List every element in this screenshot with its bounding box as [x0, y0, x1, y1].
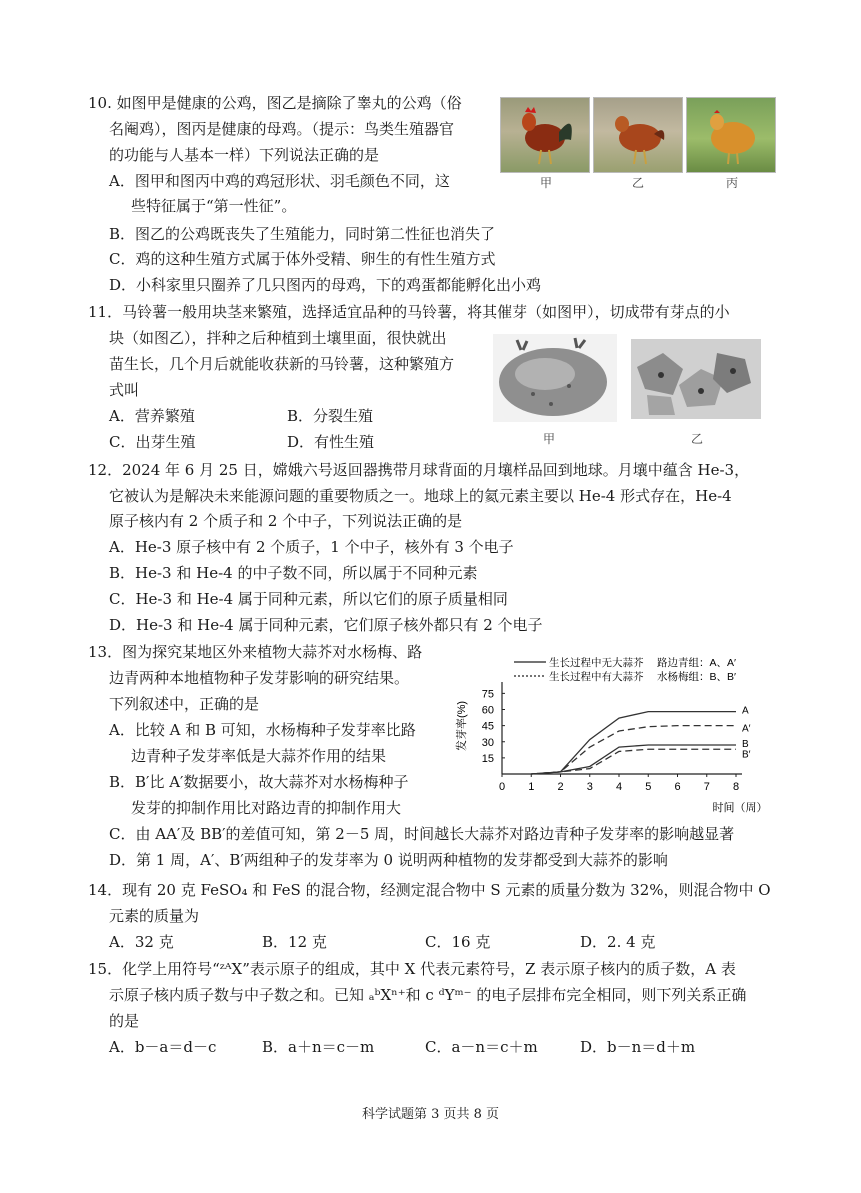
- x-tick-label: 8: [732, 781, 740, 793]
- capon-photo: [593, 97, 683, 173]
- y-tick-label: 45: [481, 720, 494, 733]
- y-tick-label: 30: [481, 736, 494, 749]
- sprouting-potato-photo: [493, 334, 617, 422]
- series-label: B: [742, 738, 749, 750]
- q10-option-a-line1: A．图甲和图丙中鸡的鸡冠形状、羽毛颜色不同，这: [109, 172, 450, 190]
- q13-option-b-line2: 发芽的抑制作用比对路边青的抑制作用大: [131, 799, 402, 817]
- q12-option-b: B．He-3 和 He-4 的中子数不同，所以属于不同种元素: [109, 564, 478, 582]
- q13-stem-line1: 13．图为探究某地区外来植物大蒜芥对水杨梅、路: [88, 643, 423, 661]
- x-tick-label: 4: [615, 781, 623, 793]
- q13-stem-line2: 边青两种本地植物种子发芽影响的研究结果。: [109, 669, 410, 687]
- q14-stem-line2: 元素的质量为: [109, 907, 200, 925]
- q10-caption-bing: 丙: [726, 176, 739, 190]
- x-tick-label: 2: [557, 781, 564, 793]
- q11-stem-line3: 苗生长，几个月后就能收获新的马铃薯，这种繁殖方: [109, 355, 455, 373]
- legend-group-b: 水杨梅组：B、B′: [657, 671, 736, 683]
- q11-option-c: C．出芽生殖: [109, 433, 196, 451]
- q12-option-c: C．He-3 和 He-4 属于同种元素，所以它们的原子质量相同: [109, 590, 508, 608]
- q14-stem-line1: 14．现有 20 克 FeSO₄ 和 FeS 的混合物，经测定混合物中 S 元素的质量分数为 32%，则混合物中 O: [88, 881, 771, 899]
- x-axis-label: 时间（周）: [712, 802, 768, 814]
- rooster-photo: [500, 97, 590, 173]
- q13-option-b-line1: B．B′比 A′数据要小，故大蒜芥对水杨梅种子: [109, 773, 409, 791]
- x-tick-label: 5: [645, 781, 652, 793]
- x-tick-label: 1: [528, 781, 535, 793]
- q10-option-c: C．鸡的这种生殖方式属于体外受精、卵生的有性生殖方式: [109, 250, 496, 268]
- q12-stem-line2: 它被认为是解决未来能源问题的重要物质之一。地球上的氦元素主要以 He-4 形式存在，He-4: [109, 487, 732, 505]
- q11-option-d: D．有性生殖: [287, 433, 375, 451]
- q15-option-d: D．b－n＝d＋m: [580, 1038, 696, 1056]
- q11-stem-line1: 11．马铃薯一般用块茎来繁殖，选择适宜品种的马铃薯，将其催芽（如图甲），切成带有芽点的小: [88, 303, 730, 321]
- q11-option-a: A．营养繁殖: [109, 407, 195, 425]
- q10-stem-line3: 的功能与人基本一样）下列说法正确的是: [109, 146, 380, 164]
- x-tick-label: 6: [674, 781, 681, 793]
- series-label: A′: [742, 723, 751, 735]
- q13-option-d: D．第 1 周，A′、B′两组种子的发芽率为 0 说明两种植物的发芽都受到大蒜芥的影响: [109, 851, 668, 869]
- q15-stem-line1: 15．化学上用符号“ᶻᴬX”表示原子的组成，其中 X 代表元素符号，Z 表示原子核内的质子数，A 表: [88, 960, 736, 978]
- series-line-a: [531, 712, 736, 774]
- q10-caption-jia: 甲: [540, 176, 553, 190]
- x-tick-label: 0: [498, 781, 506, 793]
- x-tick-label: 3: [586, 781, 593, 793]
- q10-caption-yi: 乙: [632, 176, 645, 190]
- q11-stem-line4: 式叫: [109, 381, 140, 399]
- q14-option-b: B．12 克: [262, 933, 327, 951]
- legend-no-garlic-mustard: 生长过程中无大蒜芥: [549, 657, 644, 669]
- legend-with-garlic-mustard: 生长过程中有大蒜芥: [549, 671, 644, 683]
- q14-option-d: D．2. 4 克: [580, 933, 656, 951]
- series-label: A: [742, 705, 749, 717]
- x-tick-label: 7: [703, 781, 710, 793]
- q10-stem-line1: 10. 如图甲是健康的公鸡，图乙是摘除了睾丸的公鸡（俗: [88, 94, 462, 112]
- q13-option-c: C．由 AA′及 BB′的差值可知，第 2－5 周，时间越长大蒜芥对路边青种子发芽率的影响越显著: [109, 825, 735, 843]
- germination-rate-chart: [450, 648, 770, 826]
- page-footer: 科学试题第 3 页共 8 页: [361, 1107, 500, 1122]
- q12-stem-line1: 12．2024 年 6 月 25 日，嫦娥六号返回器携带月球背面的月壤样品回到地球。月壤中蕴含 He-3，: [88, 461, 750, 479]
- y-tick-label: 60: [481, 704, 494, 717]
- q14-option-a: A．32 克: [109, 933, 174, 951]
- q10-option-a-line2: 些特征属于“第一性征”。: [131, 197, 297, 215]
- q10-option-d: D．小科家里只圈养了几只图丙的母鸡，下的鸡蛋都能孵化出小鸡: [109, 276, 542, 294]
- cut-potato-pieces-photo: [631, 339, 761, 419]
- q12-stem-line3: 原子核内有 2 个质子和 2 个中子，下列说法正确的是: [109, 512, 463, 530]
- q14-option-c: C．16 克: [425, 933, 491, 951]
- q11-option-b: B．分裂生殖: [287, 407, 374, 425]
- series-label: B′: [742, 749, 751, 761]
- hen-photo: [686, 97, 776, 173]
- q10-option-b: B．图乙的公鸡既丧失了生殖能力，同时第二性征也消失了: [109, 225, 496, 243]
- q12-option-d: D．He-3 和 He-4 属于同种元素，它们原子核外都只有 2 个电子: [109, 616, 543, 634]
- q13-option-a-line1: A．比较 A 和 B 可知，水杨梅种子发芽率比路: [109, 721, 416, 739]
- q11-caption-yi: 乙: [691, 432, 704, 446]
- q13-option-a-line2: 边青种子发芽率低是大蒜芥作用的结果: [131, 747, 387, 765]
- q11-caption-jia: 甲: [543, 432, 556, 446]
- q15-stem-line3: 的是: [109, 1012, 140, 1030]
- q15-stem-line2: 示原子核内质子数与中子数之和。已知 ₐᵇXⁿ⁺和 c ᵈYᵐ⁻ 的电子层排布完全相同，则下列关系正确: [109, 986, 747, 1004]
- q13-stem-line3: 下列叙述中，正确的是: [109, 695, 260, 713]
- q11-stem-line2: 块（如图乙），拌种之后种植到土壤里面，很快就出: [109, 329, 447, 347]
- q12-option-a: A．He-3 原子核中有 2 个质子，1 个中子，核外有 3 个电子: [109, 538, 514, 556]
- y-tick-label: 15: [481, 752, 494, 765]
- y-tick-label: 75: [481, 688, 494, 701]
- y-axis-label: 发芽率(%): [456, 700, 468, 752]
- q15-option-b: B．a＋n＝c－m: [262, 1038, 375, 1056]
- legend-group-a: 路边青组：A、A′: [657, 657, 736, 669]
- q10-stem-line2: 名阉鸡），图丙是健康的母鸡。（提示：鸟类生殖器官: [109, 120, 455, 138]
- q15-option-a: A．b－a＝d－c: [109, 1038, 217, 1056]
- q15-option-c: C．a－n＝c＋m: [425, 1038, 538, 1056]
